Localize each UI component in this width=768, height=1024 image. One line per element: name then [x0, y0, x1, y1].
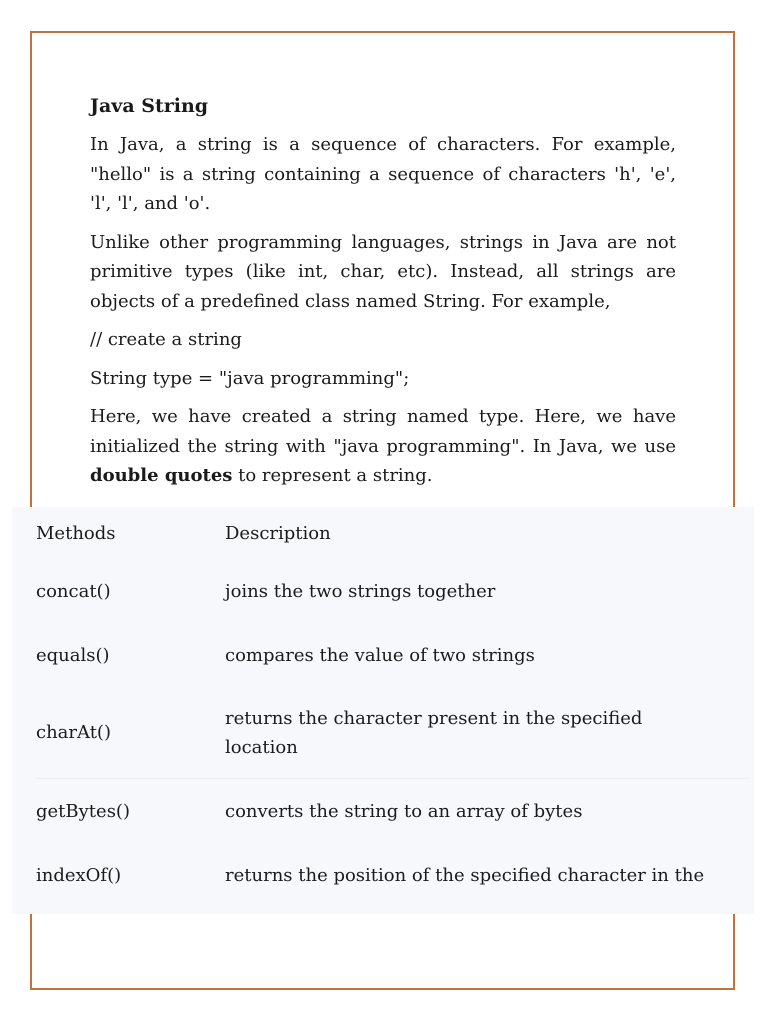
header-methods: Methods	[36, 523, 116, 544]
paragraph-text-after-bold: to represent a string.	[232, 465, 433, 486]
paragraph-double-quotes	[90, 402, 676, 491]
methods-table	[36, 507, 750, 906]
table-row	[36, 560, 750, 623]
method-description: joins the two strings together	[225, 581, 496, 602]
paragraph-intro: In Java, a string is a sequence of characters. For example, "hello" is a string containing a sequence of characters 'h', 'e', 'l', 'l', and 'o'.	[90, 134, 676, 214]
table-row	[36, 779, 750, 845]
paragraph-primitive-types: Unlike other programming languages, strings in Java are not primitive types (like int, char, etc). Instead, all strings are objects of a predefined class named String. For example,	[90, 231, 676, 312]
method-description: returns the position of the specified character in the	[225, 864, 705, 886]
methods-table-container	[12, 507, 754, 914]
bold-double-quotes: double quotes	[90, 465, 233, 486]
table-row	[36, 844, 750, 906]
code-comment: // create a string	[90, 329, 242, 350]
method-name: indexOf()	[36, 864, 122, 886]
table-row	[36, 623, 750, 687]
table-row	[36, 687, 750, 779]
code-statement: String type = "java programming";	[90, 367, 410, 389]
method-name: equals()	[36, 644, 110, 666]
method-description: compares the value of two strings	[225, 644, 535, 666]
method-name: charAt()	[36, 722, 111, 743]
paragraph-text-before-bold: Here, we have created a string named type. Here, we have initialized the string with "java programming". In Java, we use	[90, 406, 676, 457]
document-title: Java String	[90, 95, 209, 117]
method-name: concat()	[36, 581, 111, 602]
header-description: Description	[225, 523, 331, 544]
document-body	[90, 92, 676, 500]
table-header-row	[36, 507, 750, 560]
method-description: converts the string to an array of bytes	[225, 779, 750, 845]
method-description: returns the character present in the specified location	[225, 707, 643, 758]
method-name: getBytes()	[36, 779, 225, 845]
